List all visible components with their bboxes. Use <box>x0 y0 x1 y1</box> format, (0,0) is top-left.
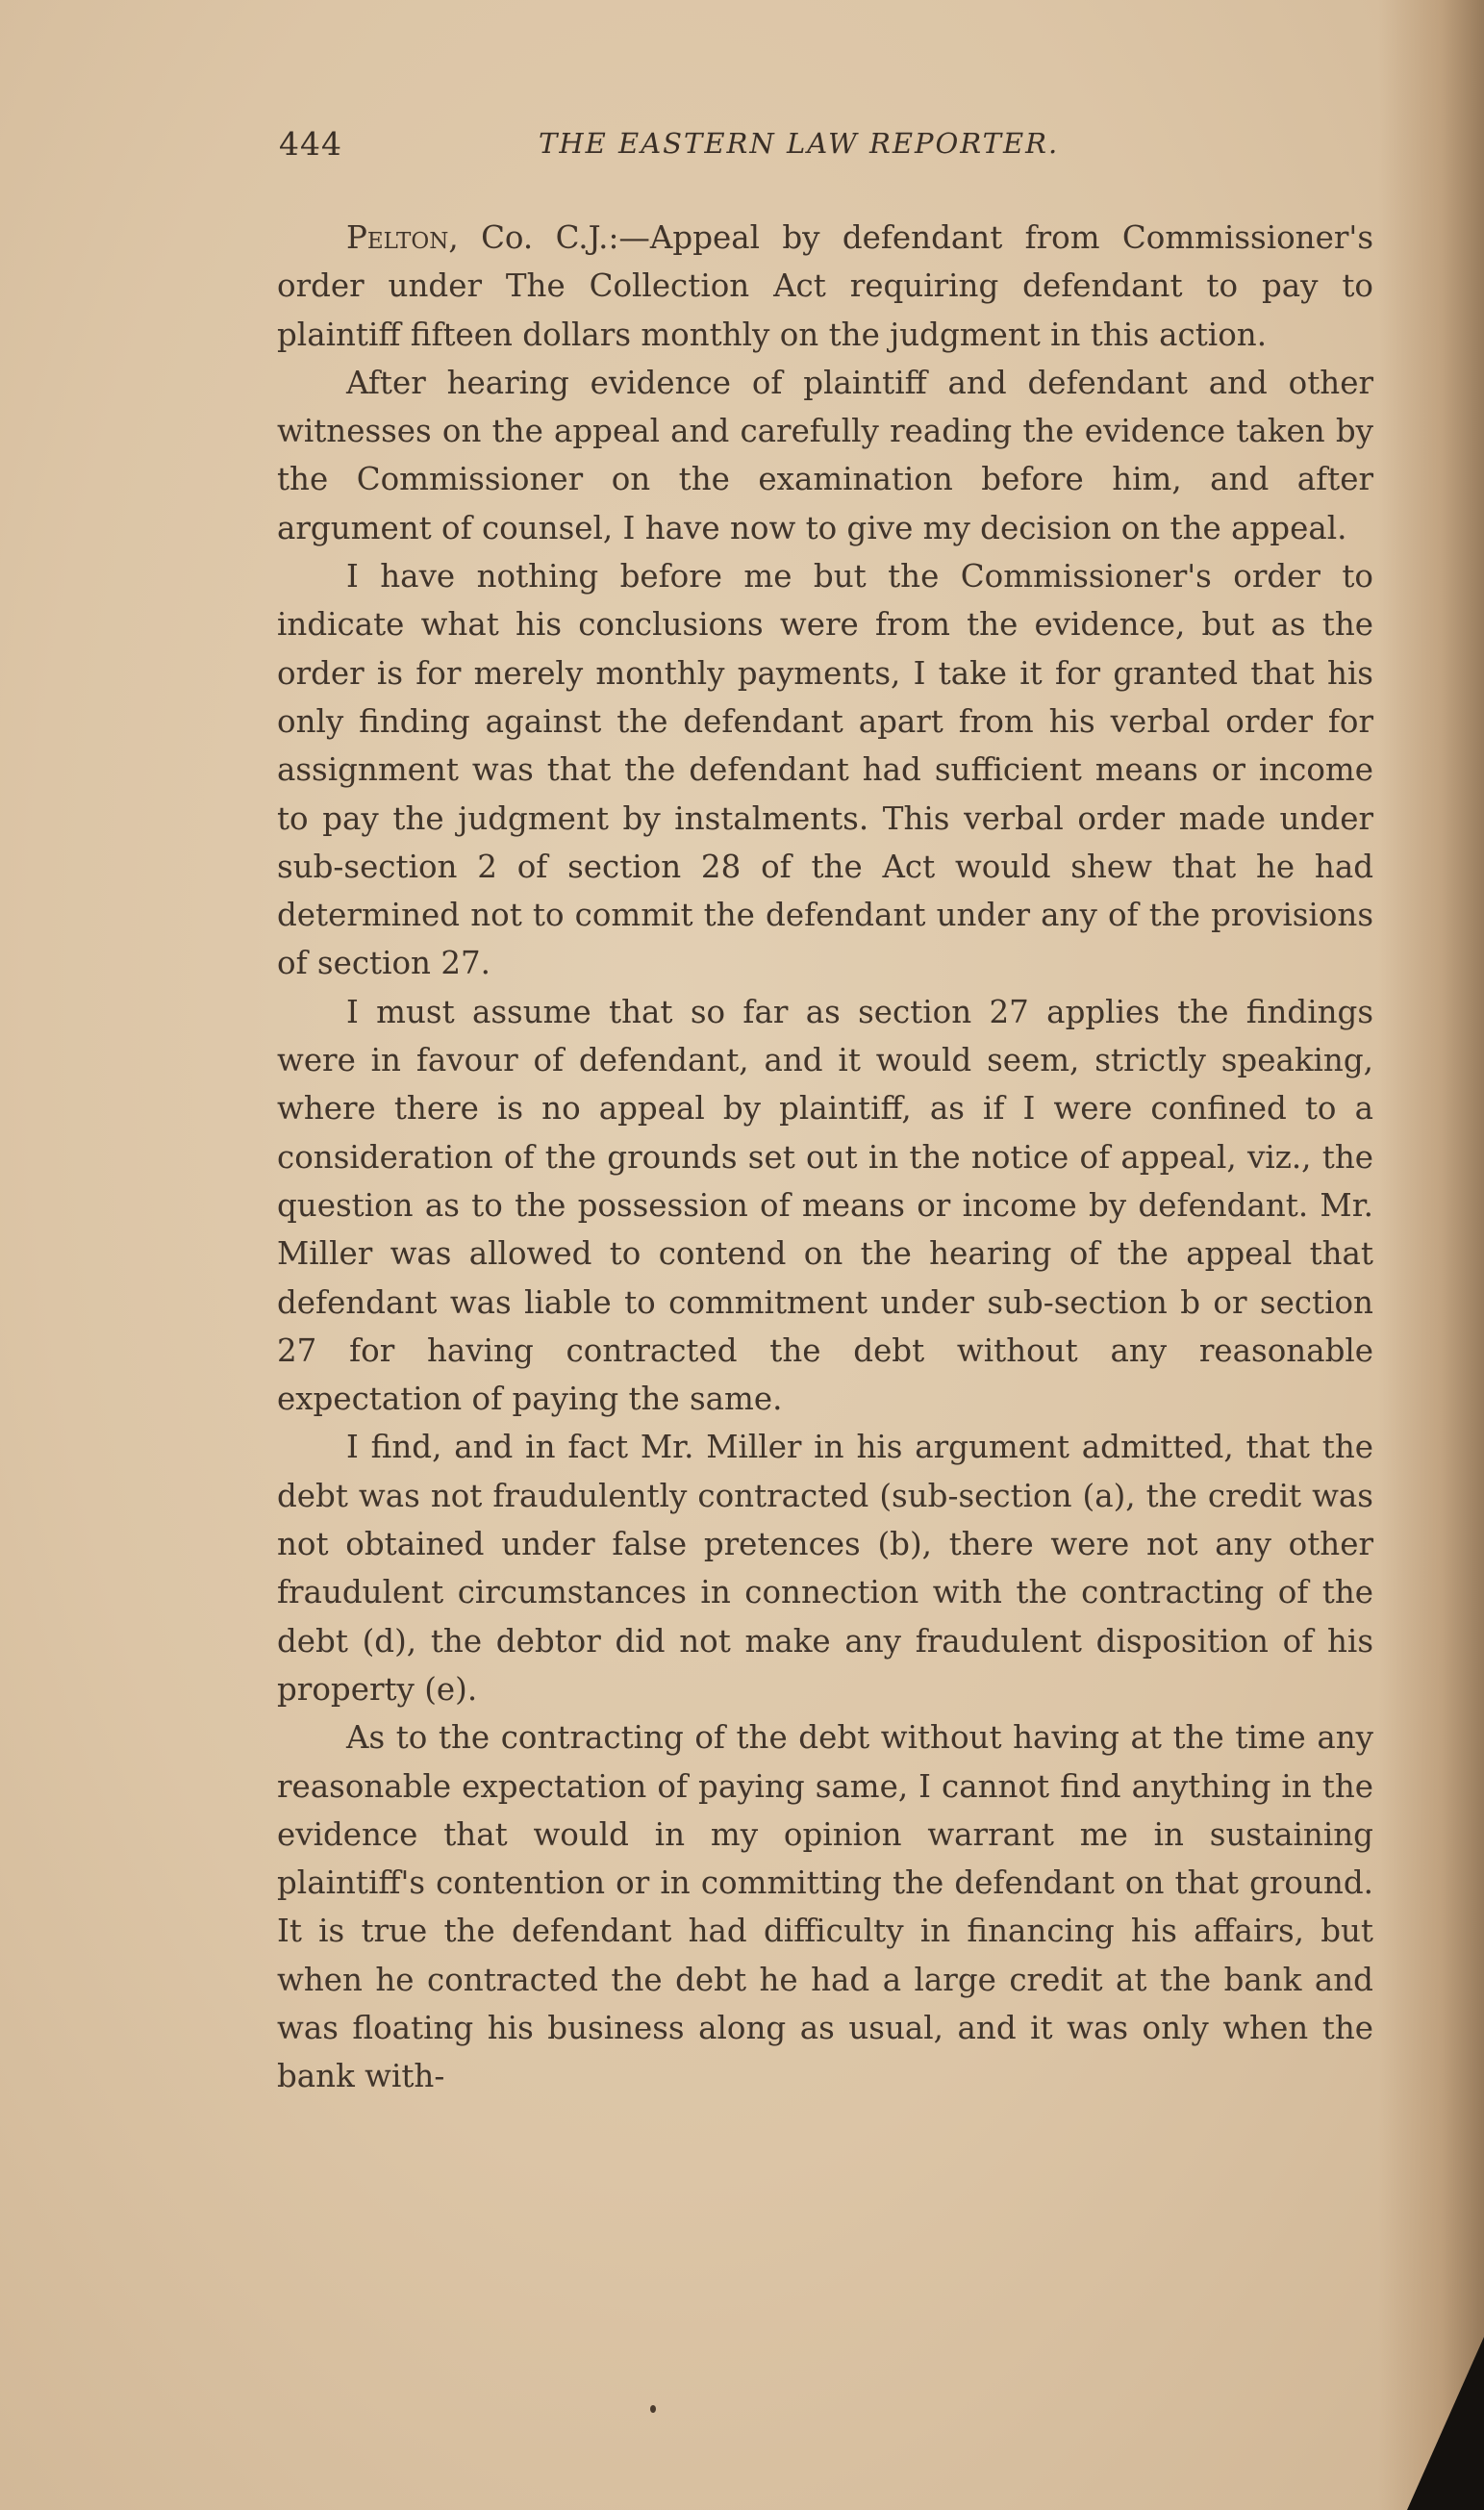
paragraph-6: As to the contracting of the debt without having at the time any reasonable expectation of paying same, I cannot find anything in the evidence that would in my opinion warrant me in sustaining plaintiff's contention or in committing the defendant on that ground. It is true the defendant had difficulty in financing his affairs, but when he contracted the debt he had a large credit at the bank and was floating his business along as usual, and it was only when the bank with- <box>277 1719 1373 2095</box>
paragraph-1 <box>277 214 1373 359</box>
page-corner-shadow <box>1407 2337 1484 2510</box>
page-number: 444 <box>279 125 342 163</box>
body-text <box>277 214 1373 2101</box>
ink-speck <box>650 2405 656 2413</box>
judge-name: Pelton <box>346 219 449 256</box>
paragraph-1-text: , Co. C.J.:—Appeal by defendant from Commissioner's order under The Collection Act requiring defendant to pay to plaintiff fifteen dollars monthly on the judgment in this action. <box>277 219 1373 353</box>
page-header <box>279 125 1144 183</box>
paragraph-3: I have nothing before me but the Commissioner's order to indicate what his conclusions were from the evidence, but as the order is for merely monthly payments, I take it for granted that his only finding against the defendant apart from his verbal order for assignment was that the defendant had sufficient means or income to pay the judgment by instalments. This verbal order made under sub-section 2 of section 28 of the Act would shew that he had determined not to commit the defendant under any of the provisions of section 27. <box>277 558 1373 982</box>
paragraph-2: After hearing evidence of plaintiff and defendant and other witnesses on the appeal and carefully reading the evidence taken by the Commissioner on the examination before him, and after argument of counsel, I have now to give my decision on the appeal. <box>277 364 1373 546</box>
paragraph-4: I must assume that so far as section 27 applies the findings were in favour of defendant, and it would seem, strictly speaking, where there is no appeal by plaintiff, as if I were confined to a consideration of the grounds set out in the notice of appeal, viz., the question as to the possession of means or income by defendant. Mr. Miller was allowed to contend on the hearing of the appeal that defendant was liable to commitment under sub-section b or section 27 for having contracted the debt without any reasonable expectation of paying the same. <box>277 993 1373 1418</box>
paragraph-5: I find, and in fact Mr. Miller in his argument admitted, that the debt was not fraudulently contracted (sub-section (a), the credit was not obtained under false pretences (b), there were not any other fraudulent circumstances in connection with the contracting of the debt (d), the debtor did not make any fraudulent disposition of his property (e). <box>277 1429 1373 1708</box>
page-edge-shadow <box>1378 0 1484 2510</box>
running-head: THE EASTERN LAW REPORTER. <box>539 127 1060 160</box>
